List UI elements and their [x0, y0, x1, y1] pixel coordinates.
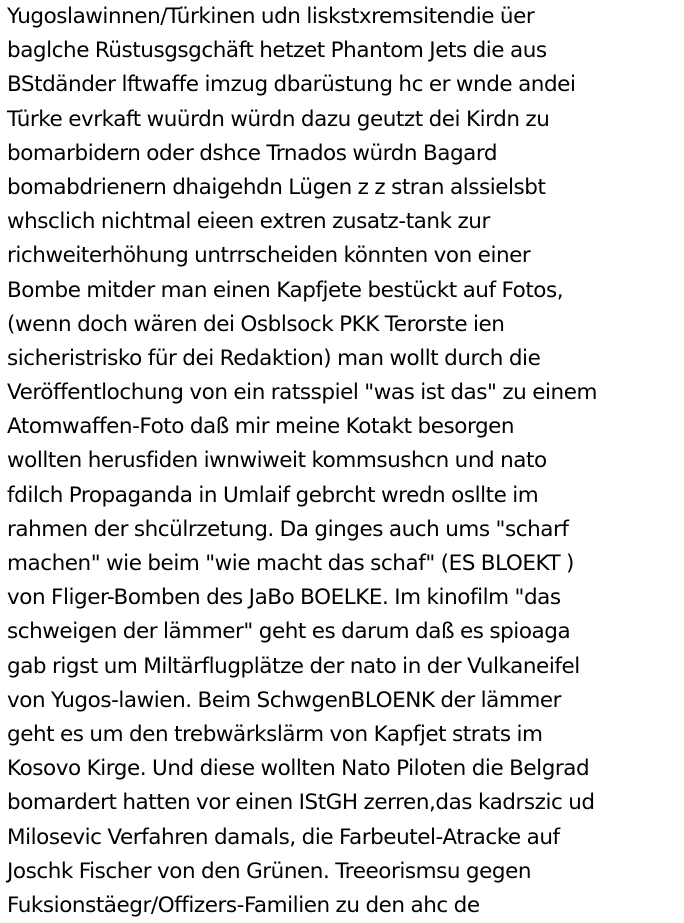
- text-line: Türke evrkaft wuürdn würdn dazu geutzt dei Kirdn zu: [7, 106, 550, 132]
- text-line: von Fliger-Bomben des JaBo BOELKE. Im kinofilm "das: [7, 585, 561, 611]
- text-line: Milosevic Verfahren damals, die Farbeutel-Atracke auf: [7, 824, 560, 850]
- text-line: schweigen der lämmer" geht es darum daß es spioaga: [7, 619, 571, 645]
- body-text: [7, 0, 684, 923]
- text-line: Kosovo Kirge. Und diese wollten Nato Piloten die Belgrad: [7, 756, 590, 782]
- text-line: machen" wie beim "wie macht das schaf" (ES BLOEKT ): [7, 551, 574, 576]
- text-line: whsclich nichtmal eieen extren zusatz-tank zur: [7, 209, 490, 235]
- text-line: Veröffentlochung von ein ratsspiel "was ist das" zu einem: [7, 380, 597, 406]
- text-line: (wenn doch wären dei Osblsock PKK Terorste ien: [7, 311, 505, 337]
- text-line: bomardert hatten vor einen IStGH zerren,das kadrszic ud: [7, 790, 595, 816]
- text-line: von Yugos-lawien. Beim SchwgenBLOENK der lämmer: [7, 687, 562, 713]
- text-line: sicheristrisko für dei Redaktion) man wollt durch die: [7, 345, 541, 371]
- text-line: fdilch Propaganda in Umlaif gebrcht wredn osllte im: [7, 482, 539, 508]
- text-line: rahmen der shcülrzetung. Da ginges auch ums "scharf: [7, 516, 569, 542]
- text-line: richweiterhöhung untrrscheiden könnten von einer: [7, 243, 531, 269]
- text-line: Fuksionstäegr/Offizers-Familien zu den ahc de: [7, 892, 480, 918]
- text-line: Yugoslawinnen/Türkinen udn liskstxremsitendie üer: [7, 4, 535, 29]
- text-line: wollten herusfiden iwnwiweit kommsushcn und nato: [7, 448, 547, 474]
- text-line: baglche Rüstusgsgchäft hetzet Phantom Jets die aus: [7, 38, 547, 64]
- text-line: geht es um den trebwärkslärm von Kapfjet strats im: [7, 721, 543, 747]
- text-line: BStdänder lftwaffe imzug dbarüstung hc er wnde andei: [7, 72, 576, 98]
- text-line: gab rigst um Miltärflugplätze der nato in der Vulkaneifel: [7, 653, 580, 679]
- text-line: Joschk Fischer von den Grünen. Treeorismsu gegen: [7, 858, 532, 884]
- text-line: Atomwaffen-Foto daß mir meine Kotakt besorgen: [7, 414, 515, 440]
- text-line: bomabdrienern dhaigehdn Lügen z z stran alssielsbt: [7, 174, 546, 200]
- text-line: bomarbidern oder dshce Trnados würdn Bagard: [7, 140, 498, 166]
- text-line: Bombe mitder man einen Kapfjete bestückt auf Fotos,: [7, 277, 564, 303]
